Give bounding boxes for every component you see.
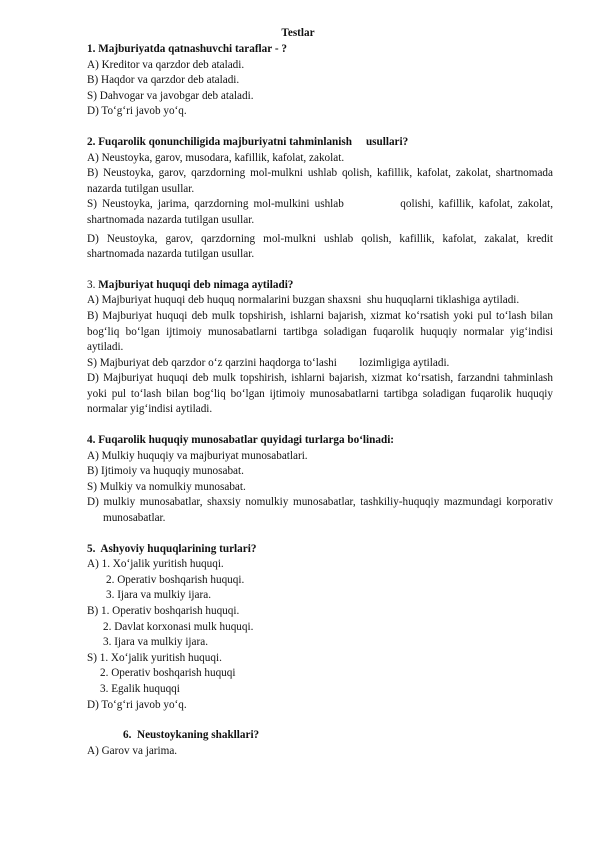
question-6: 6. Neustoykaning shakllari? <box>123 729 260 742</box>
question-1: 1. Majburiyatda qatnashuvchi taraflar - ? <box>87 43 287 55</box>
question-3 <box>87 278 553 294</box>
q3-option-a: A) Majburiyat huquqi deb huquq normalarini buzgan shaxsni shu huquqlarni tiklashiga aytiladi. <box>87 294 520 307</box>
q3-option-s: S) Majburiyat deb qarzdor o‘z qarzini haqdorga to‘lashi lozimligiga aytiladi. <box>87 356 450 369</box>
spacer <box>87 263 553 278</box>
q5-option-a-line-1: A) 1. Xo‘jalik yuritish huquqi. <box>87 558 224 571</box>
question-3-number: 3. <box>87 278 99 291</box>
q1-option-b: B) Haqdor va qarzdor deb ataladi. <box>87 74 240 87</box>
q5-option-a-line-3: 3. Ijara va mulkiy ijara. <box>106 589 211 602</box>
q5-option-s-line-3: 3. Egalik huquqqi <box>100 682 180 695</box>
test-content <box>87 42 556 759</box>
q4-option-a: A) Mulkiy huquqiy va majburiyat munosabatlari. <box>87 449 308 462</box>
spacer <box>87 527 553 542</box>
q1-option-a: A) Kreditor va qarzdor deb ataladi. <box>87 58 245 71</box>
q3-option-d: D) Majburiyat huquqi deb mulk topshirish, ishlarni bajarish, xizmat ko‘rsatish, farzandni tahminlash yoki pul to‘lash bilan bog‘liq bo‘lgan ijtimoiy munosabatlarni tartibga soladigan fuqarolik huquqiy normalar yig‘indisi aytiladi. <box>87 372 553 416</box>
q4-option-d: D) mulkiy munosabatlar, shaxsiy nomulkiy munosabatlar, tashkiliy-huquqiy mazmundagi korporativ munosabatlar. <box>87 496 553 525</box>
q5-option-s-line-2: 2. Operativ boshqarish huquqi <box>100 667 236 680</box>
question-4: 4. Fuqarolik huquqiy munosabatlar quyidagi turlarga bo‘linadi: <box>87 434 395 447</box>
q4-option-b: B) Ijtimoiy va huquqiy munosabat. <box>87 465 244 478</box>
question-2: 2. Fuqarolik qonunchiligida majburiyatni tahminlanish usullari? <box>87 135 409 148</box>
question-5: 5. Ashyoviy huquqlarining turlari? <box>87 542 257 555</box>
q3-option-b: B) Majburiyat huquqi deb mulk topshirish, ishlarni bajarish, xizmat ko‘rsatish yoki pul to‘lash bilan bog‘liq bo‘lgan ijtimoiy munosabatlarni tartibga soladigan fuqarolik huquqiy normalar yig‘indisi aytiladi. <box>87 309 553 354</box>
q2-option-d: D) Neustoyka, garov, qarzdorning mol-mulkni ushlab qolish, kafillik, kafolat, zakalat, kredit shartnomada nazarda tutilgan usullar. <box>87 232 553 261</box>
q5-option-b-line-3: 3. Ijara va mulkiy ijara. <box>103 636 208 649</box>
q1-option-d: D) To‘g‘ri javob yo‘q. <box>87 105 187 118</box>
q1-option-s: S) Dahvogar va javobgar deb ataladi. <box>87 89 254 102</box>
q5-option-s-line-1: S) 1. Xo‘jalik yuritish huquqi. <box>87 651 222 664</box>
spacer <box>87 418 553 433</box>
q5-option-b-line-2: 2. Davlat korxonasi mulk huquqi. <box>103 620 254 633</box>
q5-option-d: D) To‘g‘ri javob yo‘q. <box>87 698 187 711</box>
q6-option-a: A) Garov va jarima. <box>87 744 178 757</box>
q2-option-s: S) Neustoyka, jarima, qarzdorning mol-mulkini ushlab qolishi, kafillik, kafolat, zakolat, shartnomada nazarda tutilgan usullar. <box>87 198 556 226</box>
q5-option-b-line-1: B) 1. Operativ boshqarish huquqi. <box>87 605 240 617</box>
document-title: Testlar <box>281 27 315 39</box>
q2-option-a: A) Neustoyka, garov, musodara, kafillik, kafolat, zakolat. <box>87 151 345 164</box>
spacer <box>87 713 553 728</box>
q5-option-a-line-2: 2. Operativ boshqarish huquqi. <box>106 573 245 586</box>
question-3-text: Majburiyat huquqi deb nimaga aytiladi? <box>98 278 294 291</box>
q2-option-b: B) Neustoyka, garov, qarzdorning mol-mulkni ushlab qolish, kafillik, kafolat, zakolat, shartnomada nazarda tutilgan usullar. <box>87 167 553 195</box>
q4-option-s: S) Mulkiy va nomulkiy munosabat. <box>87 480 246 493</box>
spacer <box>87 120 553 135</box>
